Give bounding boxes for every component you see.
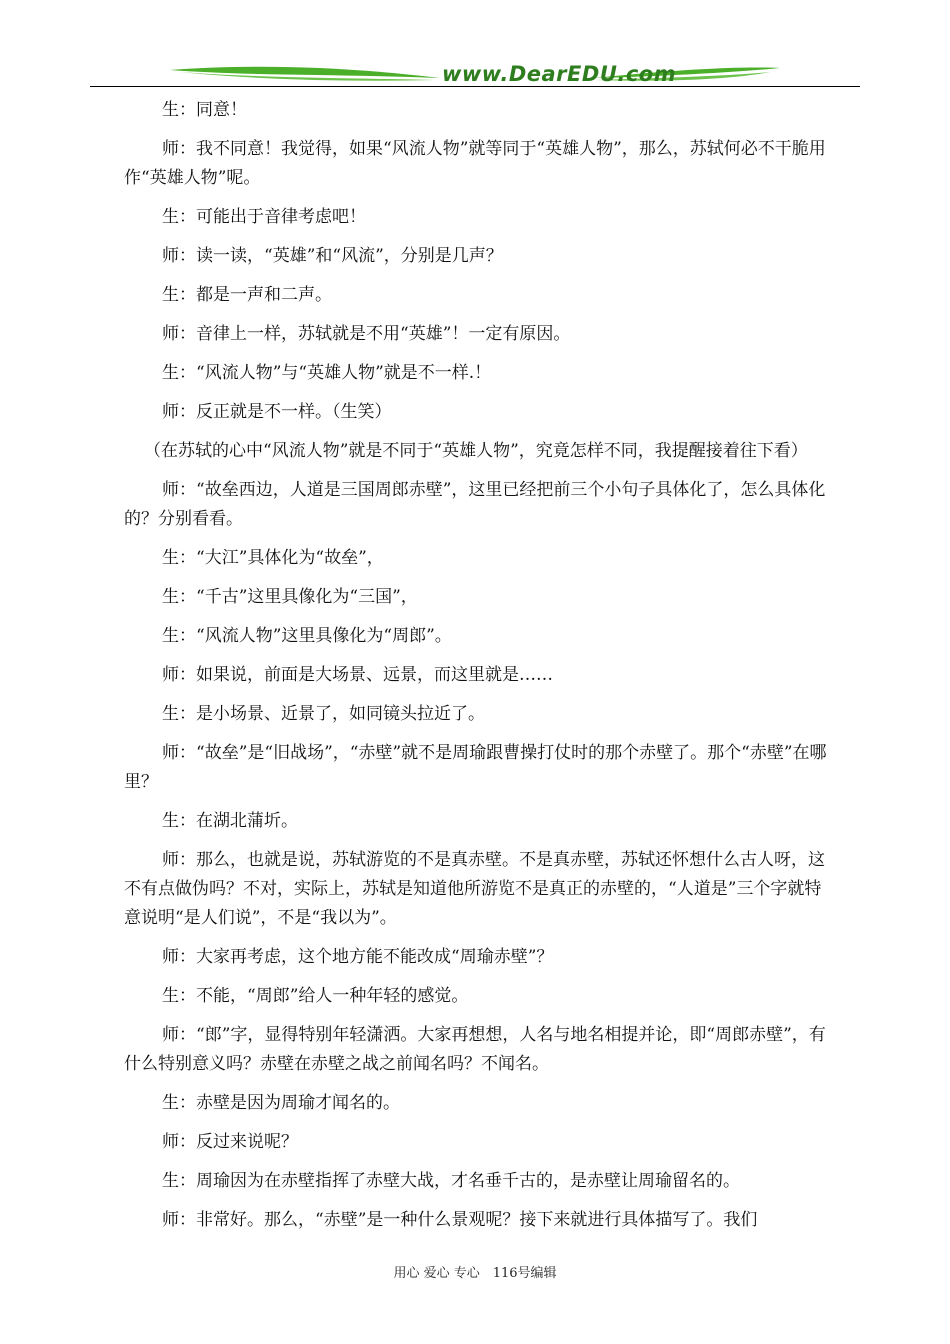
dialogue-line: 生：可能出于音律考虑吧！ (162, 207, 366, 227)
dialogue-line: 师：反正就是不一样。（生笑） (162, 402, 392, 422)
dialogue-line: 生：不能，“周郎”给人一种年轻的感觉。 (162, 986, 469, 1006)
dialogue-line: 生：都是一声和二声。 (162, 285, 332, 305)
dialogue-line: 师：音律上一样，苏轼就是不用“英雄”！一定有原因。 (162, 324, 571, 344)
dialogue-line: 生：周瑜因为在赤壁指挥了赤壁大战，才名垂千古的，是赤壁让周瑜留名的。 (162, 1171, 740, 1191)
dialogue-line: 师：反过来说呢？ (162, 1132, 298, 1152)
document-body (124, 96, 836, 1245)
dialogue-line: 师：“故垒西边，人道是三国周郎赤壁”，这里已经把前三个小句子具体化了，怎么具体化的？分别看看。 (124, 480, 826, 529)
page-footer: 用心 爱心 专心 116号编辑 (393, 1266, 557, 1281)
dialogue-line: 生：是小场景、近景了，如同镜头拉近了。 (162, 704, 485, 724)
dialogue-line: 师：如果说，前面是大场景、远景，而这里就是…… (162, 665, 553, 685)
dialogue-line: 生：“风流人物”与“英雄人物”就是不一样.！ (162, 363, 492, 383)
dialogue-line: 师：读一读，“英雄”和“风流”，分别是几声？ (162, 246, 503, 266)
dialogue-line: 师：那么，也就是说，苏轼游览的不是真赤壁。不是真赤壁，苏轼还怀想什么古人呀，这不有点做伪吗？不对，实际上，苏轼是知道他所游览不是真正的赤壁的，“人道是”三个字就特意说明“是人们说”，不是“我以为”。 (124, 850, 825, 928)
header-rule (90, 86, 860, 87)
dialogue-line: 生：同意！ (162, 100, 247, 120)
dialogue-line: 师：我不同意！我觉得，如果“风流人物”就等同于“英雄人物”，那么，苏轼何必不干脆用作“英雄人物”呢。 (124, 139, 826, 188)
dialogue-line: 生：“大江”具体化为“故垒”， (162, 548, 384, 568)
author-note: （在苏轼的心中“风流人物”就是不同于“英雄人物”，究竟怎样不同，我提醒接着往下看） (144, 441, 808, 461)
dialogue-line: 生：“千古”这里具像化为“三国”， (162, 587, 418, 607)
dialogue-line: 生：赤壁是因为周瑜才闻名的。 (162, 1093, 400, 1113)
dialogue-line: 师：大家再考虑，这个地方能不能改成“周瑜赤壁”？ (162, 947, 554, 967)
dialogue-line: 生：“风流人物”这里具像化为“周郎”。 (162, 626, 452, 646)
dialogue-line: 师：“故垒”是“旧战场”，“赤壁”就不是周瑜跟曹操打仗时的那个赤壁了。那个“赤壁”在哪里？ (124, 743, 827, 792)
dialogue-line: 生：在湖北蒲圻。 (162, 811, 298, 831)
dialogue-line: 师：“郎”字，显得特别年轻潇洒。大家再想想，人名与地名相提并论，即“周郎赤壁”，有什么特别意义吗？赤壁在赤壁之战之前闻名吗？不闻名。 (124, 1025, 826, 1074)
dialogue-line: 师：非常好。那么，“赤壁”是一种什么景观呢？接下来就进行具体描写了。我们 (162, 1210, 758, 1230)
site-logo-text: www.DearEDU.com (442, 62, 677, 86)
